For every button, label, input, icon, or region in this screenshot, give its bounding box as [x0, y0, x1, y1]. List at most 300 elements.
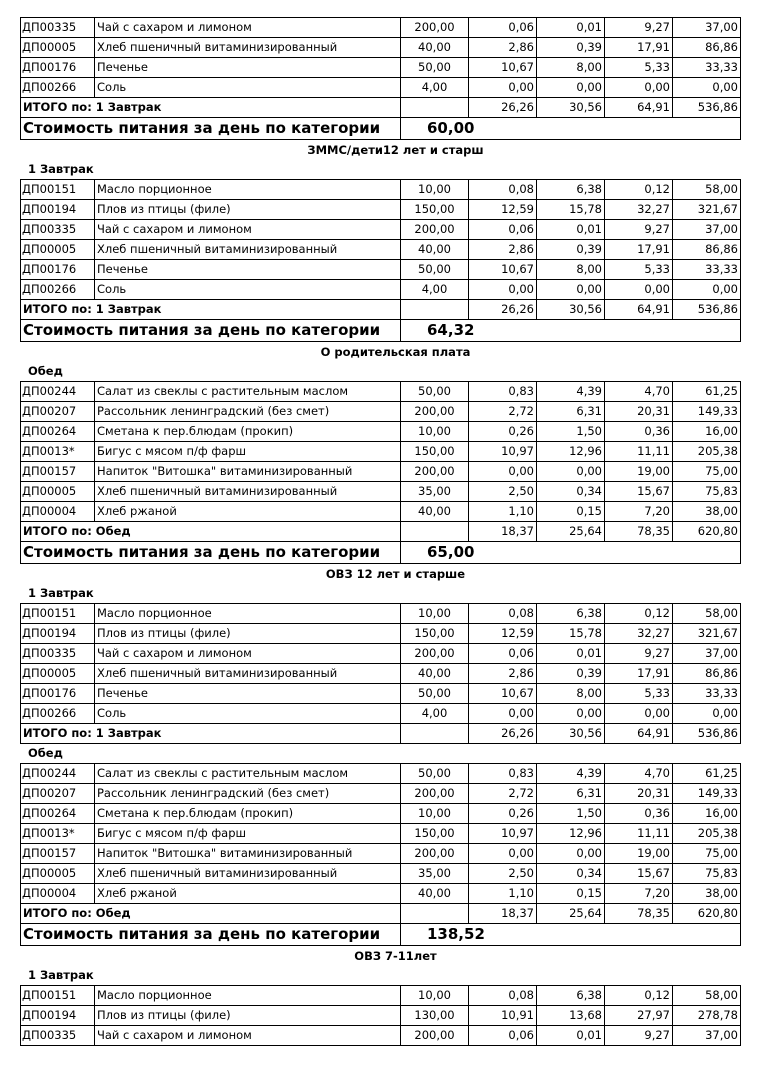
dish-code: ДП00335 — [21, 644, 95, 664]
portion-weight: 50,00 — [401, 764, 469, 784]
calories: 33,33 — [673, 260, 741, 280]
portion-weight: 200,00 — [401, 18, 469, 38]
dish-code: ДП00194 — [21, 1006, 95, 1026]
total-qty-empty — [401, 904, 469, 924]
fat: 0,01 — [537, 220, 605, 240]
dish-code: ДП00264 — [21, 422, 95, 442]
dish-name: Печенье — [95, 684, 401, 704]
calories: 58,00 — [673, 604, 741, 624]
daily-cost-label: Стоимость питания за день по категории — [21, 118, 401, 140]
protein: 10,97 — [469, 442, 537, 462]
category-title: О родительская плата — [320, 345, 471, 359]
fat: 8,00 — [537, 260, 605, 280]
table-row — [21, 240, 741, 260]
fat: 0,00 — [537, 844, 605, 864]
protein: 10,97 — [469, 824, 537, 844]
protein: 2,86 — [469, 240, 537, 260]
dish-code: ДП0013* — [21, 824, 95, 844]
portion-weight: 150,00 — [401, 824, 469, 844]
total-qty-empty — [401, 724, 469, 744]
portion-weight: 10,00 — [401, 604, 469, 624]
dish-code: ДП00335 — [21, 220, 95, 240]
daily-cost-value: 138,52 — [401, 924, 741, 946]
daily-cost-row — [21, 320, 741, 342]
carbs: 9,27 — [605, 220, 673, 240]
table-row — [21, 804, 741, 824]
total-c: 78,35 — [605, 522, 673, 542]
portion-weight: 40,00 — [401, 884, 469, 904]
calories: 205,38 — [673, 442, 741, 462]
dish-code: ДП00005 — [21, 664, 95, 684]
table-row — [21, 844, 741, 864]
dish-name: Плов из птицы (филе) — [95, 1006, 401, 1026]
portion-weight: 40,00 — [401, 240, 469, 260]
calories: 33,33 — [673, 58, 741, 78]
fat: 0,15 — [537, 884, 605, 904]
portion-weight: 4,00 — [401, 704, 469, 724]
carbs: 20,31 — [605, 784, 673, 804]
total-label: ИТОГО по: Обед — [21, 522, 401, 542]
calories: 86,86 — [673, 240, 741, 260]
protein: 0,08 — [469, 180, 537, 200]
calories: 61,25 — [673, 764, 741, 784]
daily-cost-value: 60,00 — [401, 118, 741, 140]
protein: 2,50 — [469, 482, 537, 502]
dish-code: ДП00004 — [21, 884, 95, 904]
calories: 61,25 — [673, 382, 741, 402]
dish-code: ДП00176 — [21, 260, 95, 280]
portion-weight: 150,00 — [401, 624, 469, 644]
table-row — [21, 1006, 741, 1026]
table-row — [21, 864, 741, 884]
dish-name: Хлеб пшеничный витаминизированный — [95, 240, 401, 260]
carbs: 7,20 — [605, 502, 673, 522]
calories: 149,33 — [673, 402, 741, 422]
portion-weight: 35,00 — [401, 482, 469, 502]
dish-code: ДП00335 — [21, 1026, 95, 1046]
carbs: 5,33 — [605, 58, 673, 78]
fat: 0,39 — [537, 240, 605, 260]
total-row — [21, 724, 741, 744]
portion-weight: 200,00 — [401, 784, 469, 804]
fat: 0,34 — [537, 482, 605, 502]
protein: 2,86 — [469, 38, 537, 58]
fat: 6,38 — [537, 986, 605, 1006]
portion-weight: 200,00 — [401, 402, 469, 422]
carbs: 0,12 — [605, 180, 673, 200]
dish-name: Чай с сахаром и лимоном — [95, 1026, 401, 1046]
dish-name: Рассольник ленинградский (без смет) — [95, 402, 401, 422]
total-p: 18,37 — [469, 522, 537, 542]
category-title: ОВЗ 7-11лет — [354, 949, 437, 963]
table-row — [21, 442, 741, 462]
protein: 0,00 — [469, 280, 537, 300]
dish-name: Рассольник ленинградский (без смет) — [95, 784, 401, 804]
calories: 86,86 — [673, 664, 741, 684]
portion-weight: 40,00 — [401, 502, 469, 522]
dish-name: Салат из свеклы с растительным маслом — [95, 382, 401, 402]
carbs: 32,27 — [605, 624, 673, 644]
total-f: 25,64 — [537, 904, 605, 924]
dish-name: Чай с сахаром и лимоном — [95, 644, 401, 664]
dish-code: ДП00005 — [21, 38, 95, 58]
portion-weight: 50,00 — [401, 684, 469, 704]
protein: 10,67 — [469, 58, 537, 78]
calories: 16,00 — [673, 804, 741, 824]
table-row — [21, 764, 741, 784]
fat: 1,50 — [537, 422, 605, 442]
dish-code: ДП00005 — [21, 864, 95, 884]
fat: 12,96 — [537, 442, 605, 462]
table-row — [21, 502, 741, 522]
portion-weight: 10,00 — [401, 986, 469, 1006]
total-kcal: 620,80 — [673, 904, 741, 924]
fat: 0,00 — [537, 78, 605, 98]
protein: 0,06 — [469, 1026, 537, 1046]
portion-weight: 50,00 — [401, 382, 469, 402]
carbs: 17,91 — [605, 38, 673, 58]
dish-code: ДП00264 — [21, 804, 95, 824]
protein: 2,72 — [469, 784, 537, 804]
protein: 0,26 — [469, 422, 537, 442]
total-kcal: 536,86 — [673, 724, 741, 744]
total-kcal: 536,86 — [673, 300, 741, 320]
total-label: ИТОГО по: 1 Завтрак — [21, 300, 401, 320]
protein: 0,06 — [469, 18, 537, 38]
fat: 15,78 — [537, 200, 605, 220]
total-kcal: 536,86 — [673, 98, 741, 118]
portion-weight: 200,00 — [401, 644, 469, 664]
dish-name: Хлеб пшеничный витаминизированный — [95, 864, 401, 884]
dish-name: Напиток "Витошка" витаминизированный — [95, 462, 401, 482]
portion-weight: 50,00 — [401, 260, 469, 280]
portion-weight: 40,00 — [401, 664, 469, 684]
fat: 0,01 — [537, 1026, 605, 1046]
portion-weight: 4,00 — [401, 280, 469, 300]
carbs: 32,27 — [605, 200, 673, 220]
table-row — [21, 986, 741, 1006]
total-row — [21, 300, 741, 320]
category-title: ОВЗ 12 лет и старше — [325, 567, 466, 581]
table-row — [21, 684, 741, 704]
dish-code: ДП00266 — [21, 280, 95, 300]
fat: 13,68 — [537, 1006, 605, 1026]
portion-weight: 150,00 — [401, 442, 469, 462]
portion-weight: 150,00 — [401, 200, 469, 220]
protein: 0,00 — [469, 704, 537, 724]
protein: 12,59 — [469, 200, 537, 220]
dish-name: Хлеб пшеничный витаминизированный — [95, 38, 401, 58]
carbs: 0,36 — [605, 804, 673, 824]
table-row — [21, 462, 741, 482]
table-row — [21, 704, 741, 724]
table-row — [21, 644, 741, 664]
meal-label: 1 Завтрак — [28, 162, 94, 176]
fat: 0,15 — [537, 502, 605, 522]
daily-cost-row — [21, 118, 741, 140]
dish-name: Печенье — [95, 260, 401, 280]
carbs: 9,27 — [605, 1026, 673, 1046]
carbs: 5,33 — [605, 684, 673, 704]
table-row — [21, 422, 741, 442]
dish-code: ДП00157 — [21, 844, 95, 864]
portion-weight: 35,00 — [401, 864, 469, 884]
carbs: 17,91 — [605, 664, 673, 684]
dish-code: ДП00194 — [21, 624, 95, 644]
calories: 58,00 — [673, 180, 741, 200]
table-row — [21, 382, 741, 402]
menu-table — [20, 381, 741, 564]
table-row — [21, 18, 741, 38]
dish-code: ДП00335 — [21, 18, 95, 38]
fat: 6,38 — [537, 180, 605, 200]
table-row — [21, 180, 741, 200]
carbs: 11,11 — [605, 442, 673, 462]
carbs: 19,00 — [605, 462, 673, 482]
protein: 0,00 — [469, 78, 537, 98]
total-c: 64,91 — [605, 98, 673, 118]
calories: 37,00 — [673, 644, 741, 664]
dish-name: Напиток "Витошка" витаминизированный — [95, 844, 401, 864]
calories: 37,00 — [673, 18, 741, 38]
carbs: 20,31 — [605, 402, 673, 422]
protein: 1,10 — [469, 502, 537, 522]
carbs: 5,33 — [605, 260, 673, 280]
dish-name: Плов из птицы (филе) — [95, 200, 401, 220]
protein: 0,08 — [469, 986, 537, 1006]
carbs: 19,00 — [605, 844, 673, 864]
table-row — [21, 824, 741, 844]
daily-cost-row — [21, 542, 741, 564]
menu-table — [20, 985, 741, 1046]
protein: 0,08 — [469, 604, 537, 624]
calories: 75,00 — [673, 462, 741, 482]
table-row — [21, 260, 741, 280]
total-row — [21, 522, 741, 542]
protein: 0,00 — [469, 462, 537, 482]
total-p: 18,37 — [469, 904, 537, 924]
dish-name: Печенье — [95, 58, 401, 78]
protein: 2,86 — [469, 664, 537, 684]
total-qty-empty — [401, 522, 469, 542]
carbs: 7,20 — [605, 884, 673, 904]
dish-code: ДП00151 — [21, 604, 95, 624]
daily-cost-label: Стоимость питания за день по категории — [21, 542, 401, 564]
daily-cost-label: Стоимость питания за день по категории — [21, 924, 401, 946]
daily-cost-value: 64,32 — [401, 320, 741, 342]
carbs: 9,27 — [605, 644, 673, 664]
dish-name: Сметана к пер.блюдам (прокип) — [95, 804, 401, 824]
protein: 0,06 — [469, 644, 537, 664]
table-row — [21, 402, 741, 422]
total-qty-empty — [401, 98, 469, 118]
portion-weight: 200,00 — [401, 462, 469, 482]
table-row — [21, 664, 741, 684]
table-row — [21, 604, 741, 624]
protein: 1,10 — [469, 884, 537, 904]
category-title: ЗММС/дети12 лет и старш — [307, 143, 484, 157]
dish-code: ДП00244 — [21, 764, 95, 784]
dish-name: Хлеб ржаной — [95, 502, 401, 522]
total-label: ИТОГО по: 1 Завтрак — [21, 724, 401, 744]
dish-name: Бигус с мясом п/ф фарш — [95, 442, 401, 462]
fat: 6,31 — [537, 402, 605, 422]
menu-table — [20, 17, 741, 140]
carbs: 15,67 — [605, 864, 673, 884]
carbs: 17,91 — [605, 240, 673, 260]
table-row — [21, 200, 741, 220]
total-row — [21, 98, 741, 118]
carbs: 0,00 — [605, 78, 673, 98]
dish-code: ДП00005 — [21, 482, 95, 502]
dish-code: ДП00176 — [21, 58, 95, 78]
portion-weight: 10,00 — [401, 180, 469, 200]
total-label: ИТОГО по: Обед — [21, 904, 401, 924]
dish-code: ДП00244 — [21, 382, 95, 402]
dish-name: Плов из птицы (филе) — [95, 624, 401, 644]
calories: 75,83 — [673, 482, 741, 502]
calories: 278,78 — [673, 1006, 741, 1026]
total-kcal: 620,80 — [673, 522, 741, 542]
total-f: 30,56 — [537, 300, 605, 320]
fat: 0,39 — [537, 38, 605, 58]
calories: 321,67 — [673, 624, 741, 644]
dish-code: ДП00266 — [21, 704, 95, 724]
dish-code: ДП00207 — [21, 402, 95, 422]
calories: 86,86 — [673, 38, 741, 58]
menu-table — [20, 179, 741, 342]
protein: 0,06 — [469, 220, 537, 240]
table-row — [21, 220, 741, 240]
portion-weight: 10,00 — [401, 422, 469, 442]
fat: 0,01 — [537, 644, 605, 664]
portion-weight: 10,00 — [401, 804, 469, 824]
fat: 0,00 — [537, 704, 605, 724]
fat: 8,00 — [537, 684, 605, 704]
protein: 2,72 — [469, 402, 537, 422]
table-row — [21, 38, 741, 58]
menu-report-page — [20, 17, 741, 1046]
dish-name: Масло порционное — [95, 180, 401, 200]
fat: 0,39 — [537, 664, 605, 684]
fat: 6,31 — [537, 784, 605, 804]
dish-code: ДП00004 — [21, 502, 95, 522]
fat: 0,01 — [537, 18, 605, 38]
total-c: 64,91 — [605, 724, 673, 744]
fat: 0,34 — [537, 864, 605, 884]
meal-label: 1 Завтрак — [28, 968, 94, 982]
protein: 12,59 — [469, 624, 537, 644]
dish-code: ДП00176 — [21, 684, 95, 704]
fat: 6,38 — [537, 604, 605, 624]
protein: 10,91 — [469, 1006, 537, 1026]
fat: 4,39 — [537, 382, 605, 402]
carbs: 0,00 — [605, 280, 673, 300]
dish-name: Соль — [95, 78, 401, 98]
carbs: 4,70 — [605, 764, 673, 784]
meal-label: Обед — [28, 746, 63, 760]
calories: 33,33 — [673, 684, 741, 704]
calories: 38,00 — [673, 884, 741, 904]
dish-name: Салат из свеклы с растительным маслом — [95, 764, 401, 784]
total-p: 26,26 — [469, 724, 537, 744]
table-row — [21, 280, 741, 300]
carbs: 15,67 — [605, 482, 673, 502]
daily-cost-row — [21, 924, 741, 946]
dish-code: ДП00207 — [21, 784, 95, 804]
portion-weight: 50,00 — [401, 58, 469, 78]
protein: 2,50 — [469, 864, 537, 884]
table-row — [21, 482, 741, 502]
dish-code: ДП00266 — [21, 78, 95, 98]
dish-name: Хлеб пшеничный витаминизированный — [95, 482, 401, 502]
daily-cost-label: Стоимость питания за день по категории — [21, 320, 401, 342]
total-f: 25,64 — [537, 522, 605, 542]
calories: 37,00 — [673, 220, 741, 240]
dish-name: Сметана к пер.блюдам (прокип) — [95, 422, 401, 442]
dish-code: ДП00151 — [21, 180, 95, 200]
dish-code: ДП0013* — [21, 442, 95, 462]
calories: 38,00 — [673, 502, 741, 522]
total-label: ИТОГО по: 1 Завтрак — [21, 98, 401, 118]
carbs: 9,27 — [605, 18, 673, 38]
dish-name: Масло порционное — [95, 604, 401, 624]
carbs: 0,36 — [605, 422, 673, 442]
fat: 1,50 — [537, 804, 605, 824]
dish-code: ДП00194 — [21, 200, 95, 220]
portion-weight: 130,00 — [401, 1006, 469, 1026]
calories: 75,00 — [673, 844, 741, 864]
total-p: 26,26 — [469, 98, 537, 118]
table-row — [21, 624, 741, 644]
table-row — [21, 78, 741, 98]
calories: 0,00 — [673, 78, 741, 98]
dish-name: Масло порционное — [95, 986, 401, 1006]
protein: 0,83 — [469, 764, 537, 784]
calories: 16,00 — [673, 422, 741, 442]
total-qty-empty — [401, 300, 469, 320]
calories: 37,00 — [673, 1026, 741, 1046]
portion-weight: 40,00 — [401, 38, 469, 58]
dish-code: ДП00157 — [21, 462, 95, 482]
portion-weight: 200,00 — [401, 220, 469, 240]
meal-label: Обед — [28, 364, 63, 378]
table-row — [21, 58, 741, 78]
carbs: 0,12 — [605, 986, 673, 1006]
dish-code: ДП00151 — [21, 986, 95, 1006]
protein: 10,67 — [469, 260, 537, 280]
menu-table — [20, 763, 741, 946]
carbs: 27,97 — [605, 1006, 673, 1026]
total-c: 78,35 — [605, 904, 673, 924]
total-f: 30,56 — [537, 724, 605, 744]
fat: 12,96 — [537, 824, 605, 844]
fat: 0,00 — [537, 280, 605, 300]
carbs: 11,11 — [605, 824, 673, 844]
protein: 0,83 — [469, 382, 537, 402]
dish-name: Чай с сахаром и лимоном — [95, 18, 401, 38]
dish-code: ДП00005 — [21, 240, 95, 260]
dish-name: Бигус с мясом п/ф фарш — [95, 824, 401, 844]
calories: 205,38 — [673, 824, 741, 844]
portion-weight: 200,00 — [401, 844, 469, 864]
total-f: 30,56 — [537, 98, 605, 118]
fat: 4,39 — [537, 764, 605, 784]
fat: 0,00 — [537, 462, 605, 482]
dish-name: Хлеб пшеничный витаминизированный — [95, 664, 401, 684]
protein: 0,00 — [469, 844, 537, 864]
dish-name: Соль — [95, 704, 401, 724]
